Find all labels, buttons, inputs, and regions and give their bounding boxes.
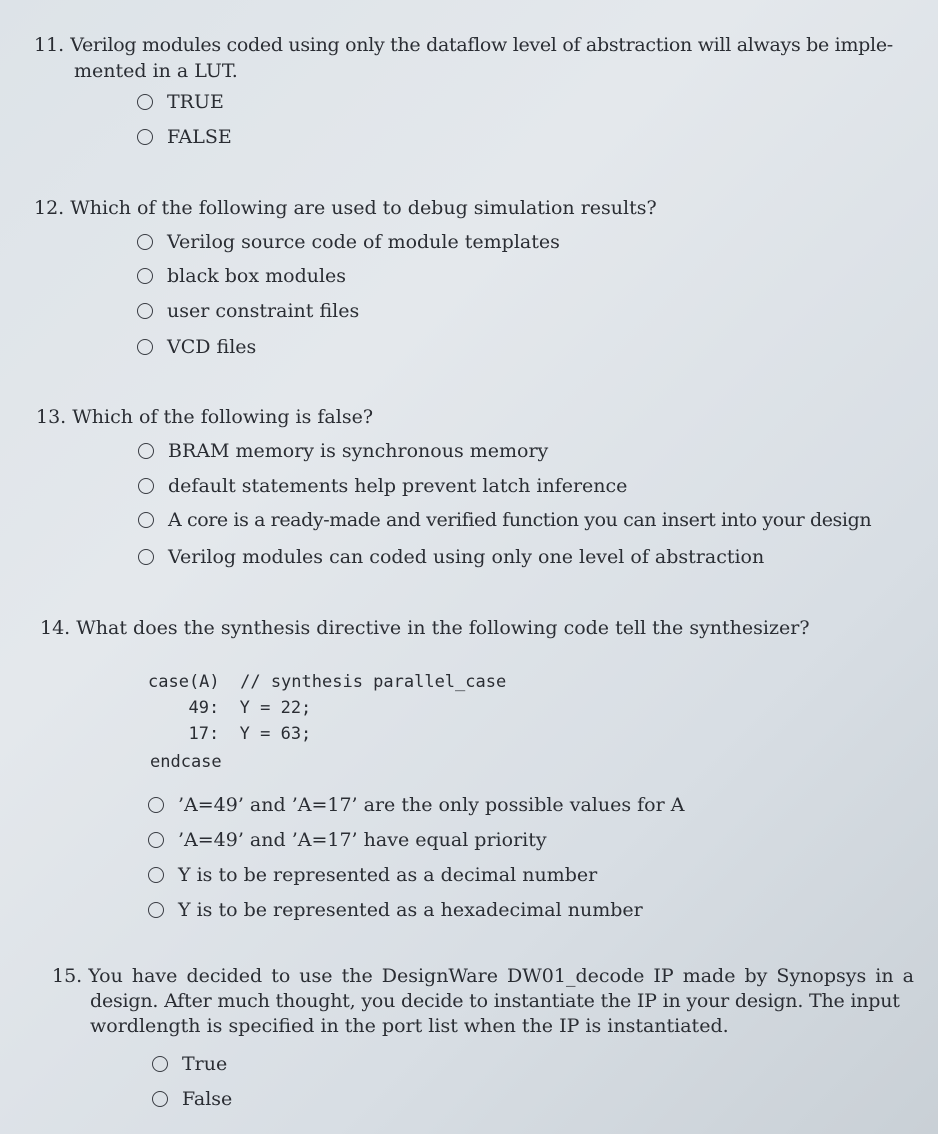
question-15-line2: design. After much thought, you decide to instantiate the IP in your design. The input: [90, 990, 900, 1012]
question-number: 11.: [34, 34, 65, 56]
question-stem: You have decided to use the DesignWare DW01_decode IP made by Synopsys in a: [88, 965, 914, 987]
option-label: Y is to be represented as a hexadecimal number: [178, 899, 643, 921]
option-q13-3[interactable]: [138, 509, 871, 531]
radio-button[interactable]: [137, 339, 153, 355]
radio-button[interactable]: [152, 1091, 168, 1107]
code-line-2: 49: Y = 22;: [168, 698, 312, 718]
option-label: False: [182, 1088, 233, 1110]
option-q14-3[interactable]: [148, 864, 597, 886]
question-11: [34, 32, 914, 84]
radio-button[interactable]: [137, 234, 153, 250]
option-label: ’A=49’ and ’A=17’ have equal priority: [178, 829, 547, 851]
option-q14-4[interactable]: [148, 899, 643, 921]
option-q11-false[interactable]: [137, 126, 232, 148]
radio-button[interactable]: [148, 867, 164, 883]
code-line-4: endcase: [150, 752, 222, 772]
option-q14-2[interactable]: [148, 829, 547, 851]
question-number: 12.: [34, 197, 65, 219]
question-13: [36, 404, 916, 430]
question-11-line2: mented in a LUT.: [74, 60, 238, 82]
question-12: [34, 195, 914, 221]
question-stem: What does the synthesis directive in the following code tell the synthesizer?: [76, 617, 810, 639]
question-11-line1: [34, 32, 914, 58]
option-q14-1[interactable]: [148, 794, 684, 816]
option-label: Verilog modules can coded using only one level of abstraction: [168, 546, 765, 568]
question-15-line1: [52, 964, 922, 989]
option-label: Verilog source code of module templates: [167, 231, 560, 253]
option-q12-4[interactable]: [137, 336, 256, 358]
question-15: [52, 964, 922, 1039]
question-stem: Which of the following are used to debug simulation results?: [70, 197, 657, 219]
option-label: VCD files: [167, 336, 257, 358]
radio-button[interactable]: [137, 129, 153, 145]
radio-button[interactable]: [137, 94, 153, 110]
option-q11-true[interactable]: [137, 91, 224, 113]
radio-button[interactable]: [138, 549, 154, 565]
radio-button[interactable]: [152, 1056, 168, 1072]
option-q15-true[interactable]: [152, 1053, 227, 1075]
option-label: BRAM memory is synchronous memory: [168, 440, 549, 462]
radio-button[interactable]: [138, 478, 154, 494]
option-q12-2[interactable]: [137, 265, 346, 287]
radio-button[interactable]: [138, 443, 154, 459]
option-q12-3[interactable]: [137, 300, 359, 322]
option-label: A core is a ready-made and verified function you can insert into your design: [168, 509, 872, 531]
question-number: 15.: [52, 965, 83, 987]
option-q12-1[interactable]: [137, 231, 560, 253]
option-label: default statements help prevent latch inference: [168, 475, 628, 497]
option-label: user constraint files: [167, 300, 360, 322]
option-label: black box modules: [167, 265, 347, 287]
code-line-1: case(A) // synthesis parallel_case: [148, 672, 507, 692]
question-stem: Verilog modules coded using only the dataflow level of abstraction will always be imple-: [70, 34, 893, 56]
option-q15-false[interactable]: [152, 1088, 232, 1110]
question-14: [40, 615, 920, 641]
radio-button[interactable]: [148, 832, 164, 848]
option-label: True: [182, 1053, 228, 1075]
question-number: 14.: [40, 617, 71, 639]
radio-button[interactable]: [137, 303, 153, 319]
option-label: ’A=49’ and ’A=17’ are the only possible values for A: [178, 794, 685, 816]
code-line-3: 17: Y = 63;: [168, 724, 312, 744]
option-label: Y is to be represented as a decimal number: [178, 864, 598, 886]
option-q13-1[interactable]: [138, 440, 548, 462]
question-stem: Which of the following is false?: [72, 406, 374, 428]
question-number: 13.: [36, 406, 67, 428]
radio-button[interactable]: [148, 902, 164, 918]
radio-button[interactable]: [138, 512, 154, 528]
radio-button[interactable]: [148, 797, 164, 813]
option-q13-2[interactable]: [138, 475, 627, 497]
option-label: TRUE: [167, 91, 224, 113]
option-q13-4[interactable]: [138, 546, 764, 568]
question-15-line3: wordlength is specified in the port list when the IP is instantiated.: [90, 1015, 729, 1037]
radio-button[interactable]: [137, 268, 153, 284]
option-label: FALSE: [167, 126, 232, 148]
